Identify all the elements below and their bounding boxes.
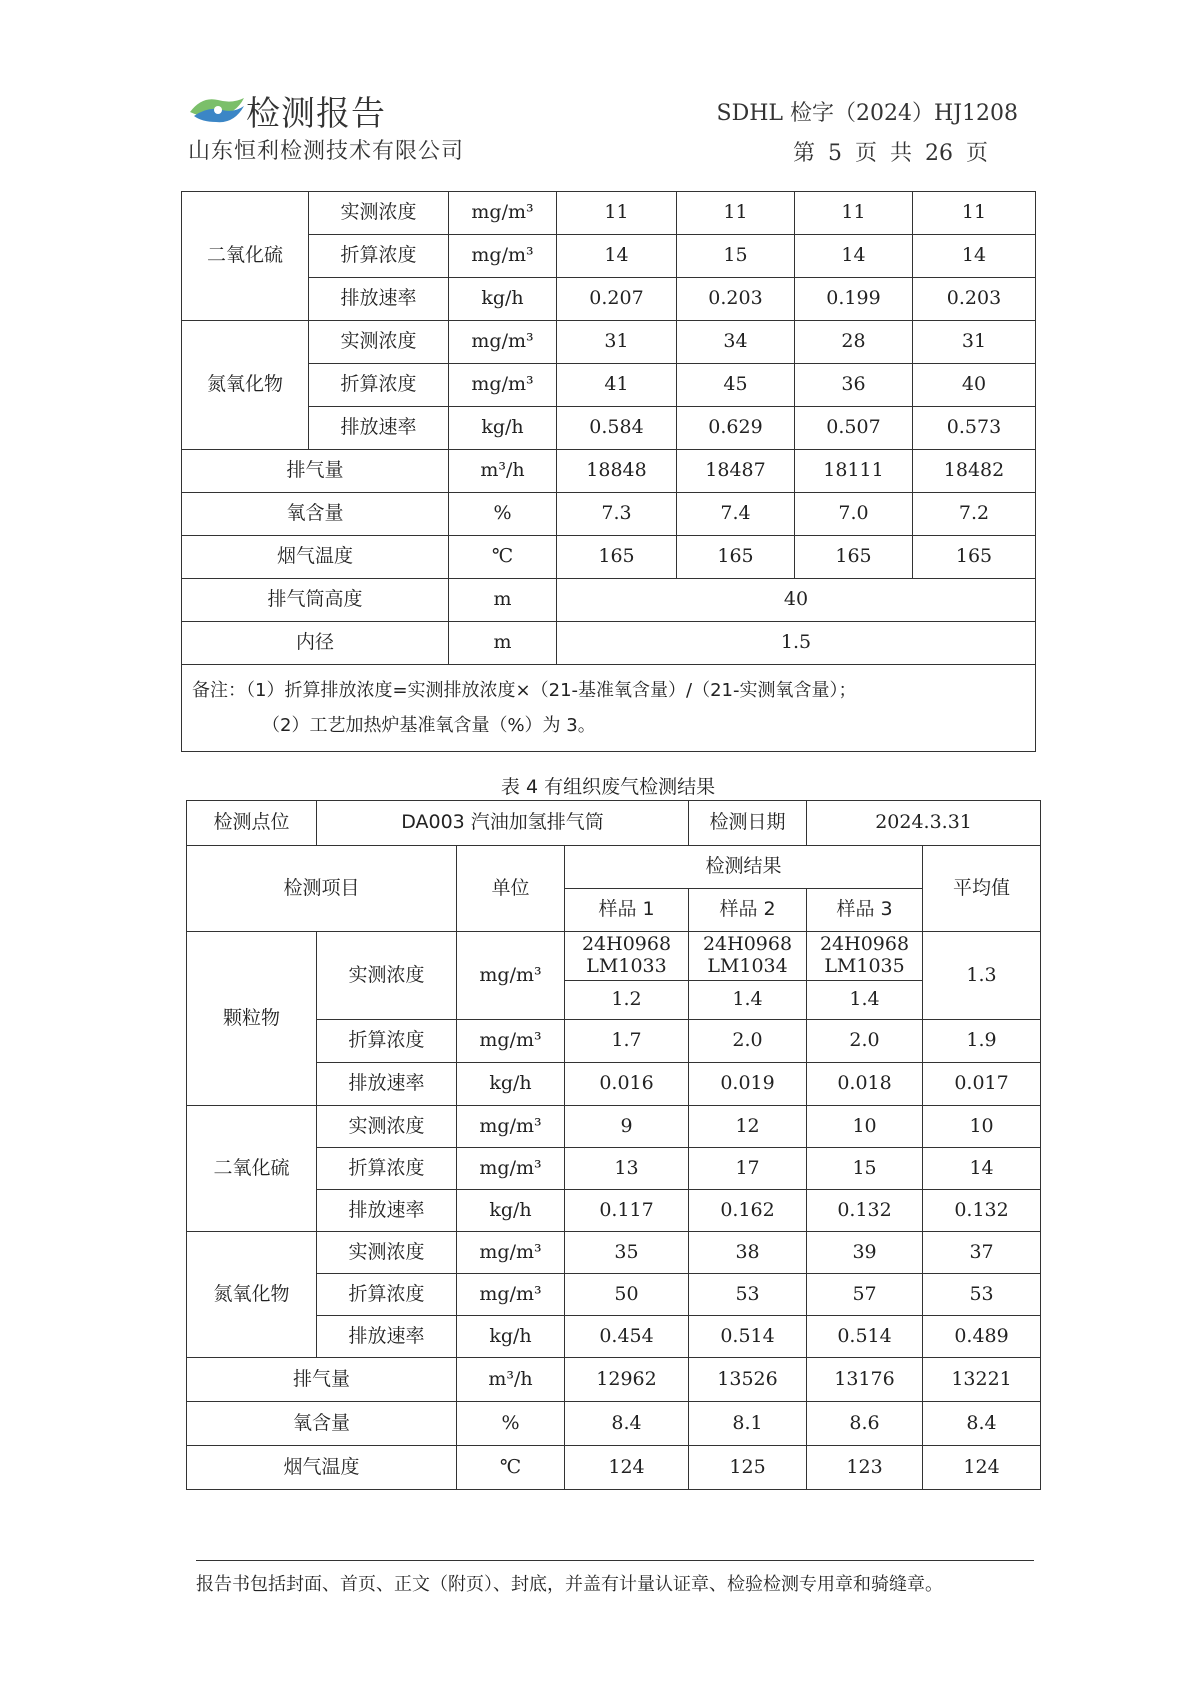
sample-code-cell: 24H0968 LM1033 [565, 932, 689, 981]
item-name: 排气量 [182, 450, 449, 493]
value-cell: 124 [923, 1446, 1041, 1490]
value-cell: 0.203 [913, 278, 1036, 321]
footer-note: 报告书包括封面、首页、正文（附页）、封底，并盖有计量认证章、检验检测专用章和骑缝章。 [196, 1574, 943, 1595]
value-cell: 0.573 [913, 407, 1036, 450]
value-cell: 11 [795, 192, 913, 235]
item-name: 折算浓度 [309, 235, 449, 278]
table-row [182, 321, 1036, 364]
value-cell: 0.162 [689, 1190, 807, 1232]
unit-cell: mg/m³ [449, 321, 557, 364]
value-cell: 41 [557, 364, 677, 407]
item-name: 折算浓度 [317, 1020, 457, 1063]
table-row [187, 1402, 1041, 1446]
value-cell: 18111 [795, 450, 913, 493]
date-label: 检测日期 [689, 801, 807, 846]
value-cell: 31 [557, 321, 677, 364]
value-cell: 10 [923, 1106, 1041, 1148]
unit-cell: mg/m³ [457, 1232, 565, 1274]
table-row [187, 1232, 1041, 1274]
item-name: 折算浓度 [309, 364, 449, 407]
item-name: 氧含量 [182, 493, 449, 536]
value-cell: 11 [557, 192, 677, 235]
item-name: 实测浓度 [309, 192, 449, 235]
avg-cell: 1.3 [923, 932, 1041, 1020]
value-cell: 34 [677, 321, 795, 364]
value-cell: 0.584 [557, 407, 677, 450]
table-row [182, 407, 1036, 450]
value-cell: 53 [923, 1274, 1041, 1316]
company-logo-icon [188, 92, 246, 128]
particulate-code-row [187, 932, 1041, 981]
unit-cell: ℃ [449, 536, 557, 579]
header-row [187, 801, 1041, 846]
value-cell: 14 [795, 235, 913, 278]
table-row [182, 450, 1036, 493]
col-avg-header: 平均值 [923, 846, 1041, 932]
value-cell: 35 [565, 1232, 689, 1274]
value-cell: 0.199 [795, 278, 913, 321]
col-result-header: 检测结果 [565, 846, 923, 889]
value-cell: 0.489 [923, 1316, 1041, 1358]
value-cell: 18848 [557, 450, 677, 493]
value-cell: 13221 [923, 1358, 1041, 1402]
unit-cell: % [449, 493, 557, 536]
remark-cell [182, 665, 1036, 752]
value-cell: 1.9 [923, 1020, 1041, 1063]
page-info: 第 5 页 共 26 页 [793, 141, 988, 166]
value-cell: 0.629 [677, 407, 795, 450]
item-name: 排气量 [187, 1358, 457, 1402]
unit-cell: mg/m³ [457, 1106, 565, 1148]
table-row [182, 579, 1036, 622]
value-cell: 13176 [807, 1358, 923, 1402]
value-cell: 53 [689, 1274, 807, 1316]
value-cell: 165 [557, 536, 677, 579]
value-cell: 0.018 [807, 1063, 923, 1106]
table-4 [186, 800, 1041, 1490]
value-cell: 0.132 [807, 1190, 923, 1232]
value-cell: 11 [677, 192, 795, 235]
value-cell: 8.4 [923, 1402, 1041, 1446]
value-cell: 2.0 [689, 1020, 807, 1063]
value-cell: 28 [795, 321, 913, 364]
company-name: 山东恒利检测技术有限公司 [188, 139, 465, 164]
value-cell: 9 [565, 1106, 689, 1148]
unit-cell: m [449, 579, 557, 622]
table-row [182, 622, 1036, 665]
remark-row [182, 665, 1036, 752]
value-cell: 165 [913, 536, 1036, 579]
point-value: DA003 汽油加氢排气筒 [317, 801, 689, 846]
value-cell: 1.5 [557, 622, 1036, 665]
value-cell: 123 [807, 1446, 923, 1490]
unit-cell: m [449, 622, 557, 665]
value-cell: 11 [913, 192, 1036, 235]
value-cell: 0.514 [807, 1316, 923, 1358]
value-cell: 1.2 [565, 981, 689, 1020]
value-cell: 165 [677, 536, 795, 579]
value-cell: 40 [557, 579, 1036, 622]
value-cell: 10 [807, 1106, 923, 1148]
value-cell: 14 [913, 235, 1036, 278]
value-cell: 36 [795, 364, 913, 407]
item-name: 排气筒高度 [182, 579, 449, 622]
table-row [182, 536, 1036, 579]
item-name: 实测浓度 [309, 321, 449, 364]
value-cell: 0.132 [923, 1190, 1041, 1232]
value-cell: 15 [807, 1148, 923, 1190]
col-item-header: 检测项目 [187, 846, 457, 932]
table-row [182, 235, 1036, 278]
value-cell: 8.4 [565, 1402, 689, 1446]
table-row [187, 1106, 1041, 1148]
value-cell: 125 [689, 1446, 807, 1490]
unit-cell: mg/m³ [457, 1020, 565, 1063]
item-name: 折算浓度 [317, 1274, 457, 1316]
table-row [182, 192, 1036, 235]
value-cell: 45 [677, 364, 795, 407]
value-cell: 37 [923, 1232, 1041, 1274]
table-3-continuation [181, 191, 1036, 752]
pollutant-name: 颗粒物 [187, 932, 317, 1106]
value-cell: 50 [565, 1274, 689, 1316]
col-unit-header: 单位 [457, 846, 565, 932]
unit-cell: m³/h [457, 1358, 565, 1402]
value-cell: 13 [565, 1148, 689, 1190]
value-cell: 12 [689, 1106, 807, 1148]
value-cell: 0.203 [677, 278, 795, 321]
pollutant-name: 氮氧化物 [182, 321, 309, 450]
unit-cell: mg/m³ [449, 192, 557, 235]
unit-cell: mg/m³ [457, 1148, 565, 1190]
item-name: 实测浓度 [317, 932, 457, 1020]
value-cell: 8.6 [807, 1402, 923, 1446]
value-cell: 165 [795, 536, 913, 579]
sample-code-cell: 24H0968 LM1035 [807, 932, 923, 981]
table-4-caption: 表 4 有组织废气检测结果 [500, 776, 716, 798]
unit-cell: kg/h [457, 1316, 565, 1358]
item-name: 排放速率 [317, 1190, 457, 1232]
value-cell: 40 [913, 364, 1036, 407]
sample-header: 样品 3 [807, 889, 923, 932]
value-cell: 14 [557, 235, 677, 278]
value-cell: 2.0 [807, 1020, 923, 1063]
item-name: 排放速率 [317, 1063, 457, 1106]
value-cell: 18487 [677, 450, 795, 493]
table-row [182, 493, 1036, 536]
item-name: 排放速率 [309, 407, 449, 450]
sample-header: 样品 2 [689, 889, 807, 932]
value-cell: 39 [807, 1232, 923, 1274]
sample-header: 样品 1 [565, 889, 689, 932]
unit-cell: mg/m³ [457, 932, 565, 1020]
column-header-row [187, 846, 1041, 889]
value-cell: 1.4 [689, 981, 807, 1020]
value-cell: 38 [689, 1232, 807, 1274]
value-cell: 14 [923, 1148, 1041, 1190]
item-name: 排放速率 [317, 1316, 457, 1358]
value-cell: 0.207 [557, 278, 677, 321]
report-number: SDHL 检字（2024）HJ1208 [716, 101, 1018, 126]
value-cell: 12962 [565, 1358, 689, 1402]
value-cell: 0.016 [565, 1063, 689, 1106]
item-name: 内径 [182, 622, 449, 665]
point-label: 检测点位 [187, 801, 317, 846]
value-cell: 0.019 [689, 1063, 807, 1106]
value-cell: 7.2 [913, 493, 1036, 536]
remark-line-1: 备注：（1）折算排放浓度=实测排放浓度×（21-基准氧含量）/（21-实测氧含量）； [192, 680, 857, 701]
value-cell: 1.4 [807, 981, 923, 1020]
table-row [182, 278, 1036, 321]
unit-cell: kg/h [449, 407, 557, 450]
item-name: 排放速率 [309, 278, 449, 321]
value-cell: 1.7 [565, 1020, 689, 1063]
item-name: 烟气温度 [187, 1446, 457, 1490]
item-name: 氧含量 [187, 1402, 457, 1446]
date-value: 2024.3.31 [807, 801, 1041, 846]
value-cell: 0.514 [689, 1316, 807, 1358]
value-cell: 0.117 [565, 1190, 689, 1232]
value-cell: 15 [677, 235, 795, 278]
page-header [188, 86, 1018, 166]
remark-line-2: （2）工艺加热炉基准氧含量（%）为 3。 [262, 715, 596, 736]
unit-cell: kg/h [449, 278, 557, 321]
value-cell: 0.507 [795, 407, 913, 450]
sample-code-cell: 24H0968 LM1034 [689, 932, 807, 981]
value-cell: 13526 [689, 1358, 807, 1402]
table-row [187, 1446, 1041, 1490]
item-name: 烟气温度 [182, 536, 449, 579]
unit-cell: % [457, 1402, 565, 1446]
table-row [187, 1358, 1041, 1402]
value-cell: 0.017 [923, 1063, 1041, 1106]
table-row [182, 364, 1036, 407]
value-cell: 7.0 [795, 493, 913, 536]
report-title: 检测报告 [246, 94, 386, 134]
unit-cell: ℃ [457, 1446, 565, 1490]
unit-cell: mg/m³ [449, 364, 557, 407]
value-cell: 7.3 [557, 493, 677, 536]
value-cell: 0.454 [565, 1316, 689, 1358]
unit-cell: mg/m³ [449, 235, 557, 278]
pollutant-name: 二氧化硫 [182, 192, 309, 321]
value-cell: 8.1 [689, 1402, 807, 1446]
item-name: 折算浓度 [317, 1148, 457, 1190]
unit-cell: kg/h [457, 1190, 565, 1232]
value-cell: 7.4 [677, 493, 795, 536]
footer-divider [196, 1560, 1034, 1561]
value-cell: 57 [807, 1274, 923, 1316]
pollutant-name: 二氧化硫 [187, 1106, 317, 1232]
unit-cell: mg/m³ [457, 1274, 565, 1316]
value-cell: 18482 [913, 450, 1036, 493]
item-name: 实测浓度 [317, 1106, 457, 1148]
item-name: 实测浓度 [317, 1232, 457, 1274]
unit-cell: kg/h [457, 1063, 565, 1106]
value-cell: 31 [913, 321, 1036, 364]
pollutant-name: 氮氧化物 [187, 1232, 317, 1358]
unit-cell: m³/h [449, 450, 557, 493]
value-cell: 17 [689, 1148, 807, 1190]
value-cell: 124 [565, 1446, 689, 1490]
